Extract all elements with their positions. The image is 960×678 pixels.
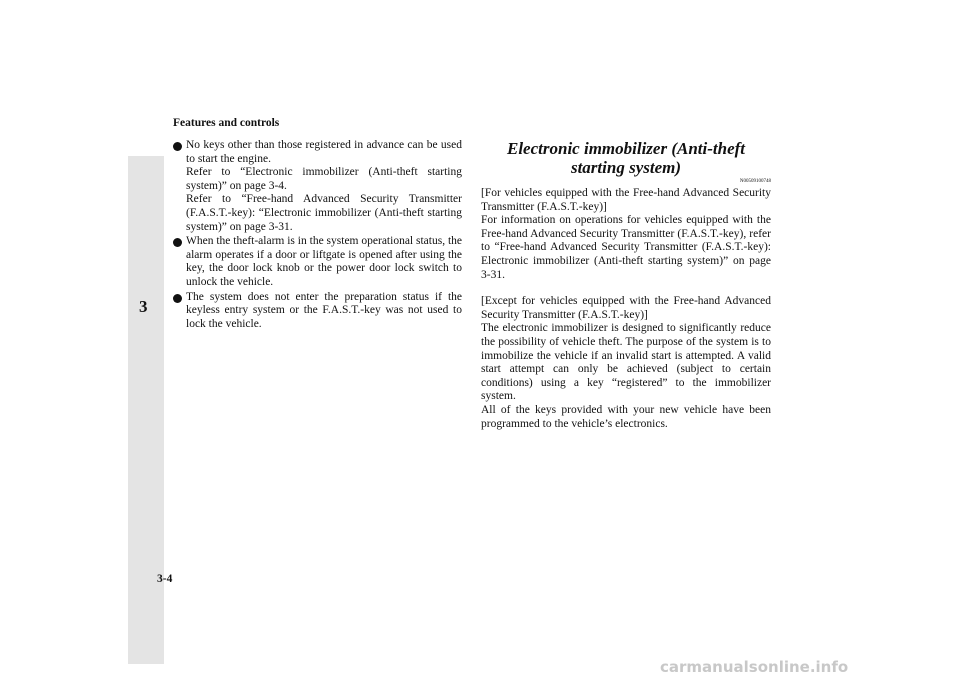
paragraph: For information on operations for vehicles equipped with the Free-hand Advanced Security Transmitter (F.A.S.T.-key), refer to “Free-hand Advanced Security Transmitter (F.A.S.T.-key): Electronic immobilizer (Anti-theft starting system)” on page 3-31. xyxy=(481,214,771,281)
section-header: Features and controls xyxy=(173,117,280,129)
bullet-icon xyxy=(173,142,182,151)
chapter-number: 3 xyxy=(139,297,148,316)
bullet-icon xyxy=(173,294,182,303)
watermark-text[interactable]: carmanualsonline.info xyxy=(660,658,849,676)
list-item xyxy=(173,291,462,332)
list-item xyxy=(173,235,462,289)
paragraph: Refer to “Free-hand Advanced Security Transmitter (F.A.S.T.-key): “Electronic immobilizer (Anti-theft starting system)” on page 3-31. xyxy=(186,193,462,233)
list-item xyxy=(173,139,462,234)
bullet-icon xyxy=(173,238,182,247)
paragraph: The electronic immobilizer is designed to significantly reduce the possibility of vehicle theft. The purpose of the system is to immobilize the vehicle if an invalid start is attempted. A valid start attempt can only be achieved (subject to certain conditions) using a key “registered” to the immobilizer system. xyxy=(481,322,771,403)
chapter-tab xyxy=(128,156,164,664)
paragraph: No keys other than those registered in advance can be used to start the engine. xyxy=(186,139,462,165)
right-column xyxy=(481,139,771,431)
left-column xyxy=(173,139,462,332)
paragraph: [For vehicles equipped with the Free-hand Advanced Security Transmitter (F.A.S.T.-key)] xyxy=(481,187,771,213)
page-number: 3-4 xyxy=(157,573,173,585)
paragraph: Refer to “Electronic immobilizer (Anti-theft starting system)” on page 3-4. xyxy=(186,166,462,192)
paragraph: When the theft-alarm is in the system operational status, the alarm operates if a door or liftgate is opened after using the key, the door lock knob or the power door lock switch to unlock the vehicle. xyxy=(186,235,462,288)
paragraph: All of the keys provided with your new vehicle have been programmed to the vehicle’s electronics. xyxy=(481,403,771,430)
paragraph: [Except for vehicles equipped with the Free-hand Advanced Security Transmitter (F.A.S.T.-key)] xyxy=(481,295,771,321)
section-title: Electronic immobilizer (Anti-theft starting system) xyxy=(507,139,745,177)
paragraph: The system does not enter the preparation status if the keyless entry system or the F.A.S.T.-key was not used to lock the vehicle. xyxy=(186,290,462,330)
section-code: N00509100748 xyxy=(739,179,771,184)
